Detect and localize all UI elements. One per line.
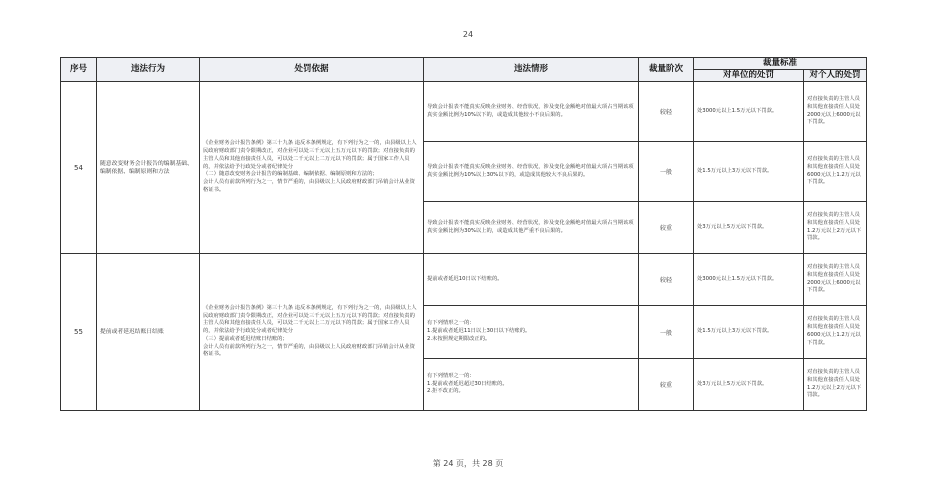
entry-54-seq: 54: [61, 82, 97, 254]
entry-55-circumstance-1: 提前或者延迟10日以下结账的。: [424, 254, 639, 306]
entry-54-unit-penalty-1: 处3000元以上1.5万元以下罚款。: [694, 82, 804, 142]
entry-54-level-1: 较轻: [639, 82, 694, 142]
header-level: 裁量阶次: [639, 58, 694, 82]
table-row: [61, 254, 867, 306]
header-circumstance: 违法情形: [424, 58, 639, 82]
entry-55-level-3: 较重: [639, 359, 694, 411]
header-behavior: 违法行为: [97, 58, 200, 82]
entry-55-person-penalty-3: 对直接负责的主管人员和其他直接责任人员处1.2万元以上2万元以下罚款。: [804, 359, 867, 411]
discretion-standard-table: [60, 57, 867, 411]
header-row-1: [61, 58, 867, 70]
entry-54-circumstance-2: 导致会计报表不能真实反映企业财务、经营状况，涉及变化金额绝对值最大项占当期该项真实金额比例为10%以上30%以下的，或造成其他较大不良后果的。: [424, 142, 639, 202]
entry-55-behavior: 提前或者延迟结账日结账: [97, 254, 200, 411]
entry-54-circumstance-1: 导致会计报表不能真实反映企业财务、经营状况，涉及变化金额绝对值最大项占当期该项真实金额比例为10%以下的，或造成其他较小不良后果的。: [424, 82, 639, 142]
entry-54-person-penalty-2: 对直接负责的主管人员和其他直接责任人员处6000元以上1.2万元以下罚款。: [804, 142, 867, 202]
entry-54-level-3: 较重: [639, 202, 694, 254]
entry-55-person-penalty-2: 对直接负责的主管人员和其他直接责任人员处6000元以上1.2万元以下罚款。: [804, 306, 867, 359]
entry-55-unit-penalty-1: 处3000元以上1.5万元以下罚款。: [694, 254, 804, 306]
entry-55-level-1: 较轻: [639, 254, 694, 306]
header-to-unit: 对单位的处罚: [694, 70, 804, 82]
entry-55-basis: 《企业财务会计报告条例》第三十九条 违反本条例规定，有下列行为之一的，由县级以上人民政府财政部门责令限期改正，对企业可以处三千元以上五万元以下的罚款；对直接负责的主管人员和其他直接责任人员，可以处二千元以上二万元以下的罚款；属于国家工作人员的，并依法给予行政处分或者纪律处分 （三）提前或者延迟结账日结账的； 会计人员有前款所列行为之一，情节严重的，由县级以上人民政府财政部门吊销会计从业资格证书。: [200, 254, 424, 411]
page-number-top: 24: [462, 30, 474, 39]
entry-54-unit-penalty-3: 处3万元以上5万元以下罚款。: [694, 202, 804, 254]
entry-55-circumstance-3: 有下列情形之一的： 1.提前或者延迟超过30日结账的。 2.拒不改正的。: [424, 359, 639, 411]
entry-55-circumstance-2: 有下列情形之一的： 1.提前或者延迟11日以上30日以下结账的。 2.未按照规定期限改正的。: [424, 306, 639, 359]
header-to-person: 对个人的处罚: [804, 70, 867, 82]
entry-54-behavior: 随意改变财务会计报告的编制基础、编制依据、编制原则和方法: [97, 82, 200, 254]
page-footer: 第 24 页，共 28 页: [432, 459, 504, 468]
table-row: [61, 82, 867, 142]
entry-54-unit-penalty-2: 处1.5万元以上3万元以下罚款。: [694, 142, 804, 202]
header-standard: 裁量标准: [694, 58, 867, 70]
entry-54-circumstance-3: 导致会计报表不能真实反映企业财务、经营状况，涉及变化金额绝对值最大项占当期该项真实金额比例为30%以上的，或造成其他严重不良后果的。: [424, 202, 639, 254]
header-basis: 处罚依据: [200, 58, 424, 82]
entry-54-basis: 《企业财务会计报告条例》第三十九条 违反本条例规定，有下列行为之一的，由县级以上人民政府财政部门责令限期改正，对企业可以处三千元以上五万元以下的罚款；对直接负责的主管人员和其他直接责任人员，可以处二千元以上二万元以下的罚款；属于国家工作人员的，并依法给予行政处分或者纪律处分 （二）随意改变财务会计报告的编制基础、编制依据、编制原则和方法的； 会计人员有前款所列行为之一，情节严重的，由县级以上人民政府财政部门吊销会计从业资格证书。: [200, 82, 424, 254]
entry-55-level-2: 一般: [639, 306, 694, 359]
entry-54-level-2: 一般: [639, 142, 694, 202]
entry-55-seq: 55: [61, 254, 97, 411]
entry-55-unit-penalty-3: 处3万元以上5万元以下罚款。: [694, 359, 804, 411]
entry-54-person-penalty-1: 对直接负责的主管人员和其他直接责任人员处2000元以上6000元以下罚款。: [804, 82, 867, 142]
entry-55-unit-penalty-2: 处1.5万元以上3万元以下罚款。: [694, 306, 804, 359]
entry-54-person-penalty-3: 对直接负责的主管人员和其他直接责任人员处1.2万元以上2万元以下罚款。: [804, 202, 867, 254]
header-seq: 序号: [61, 58, 97, 82]
entry-55-person-penalty-1: 对直接负责的主管人员和其他直接责任人员处2000元以上6000元以下罚款。: [804, 254, 867, 306]
